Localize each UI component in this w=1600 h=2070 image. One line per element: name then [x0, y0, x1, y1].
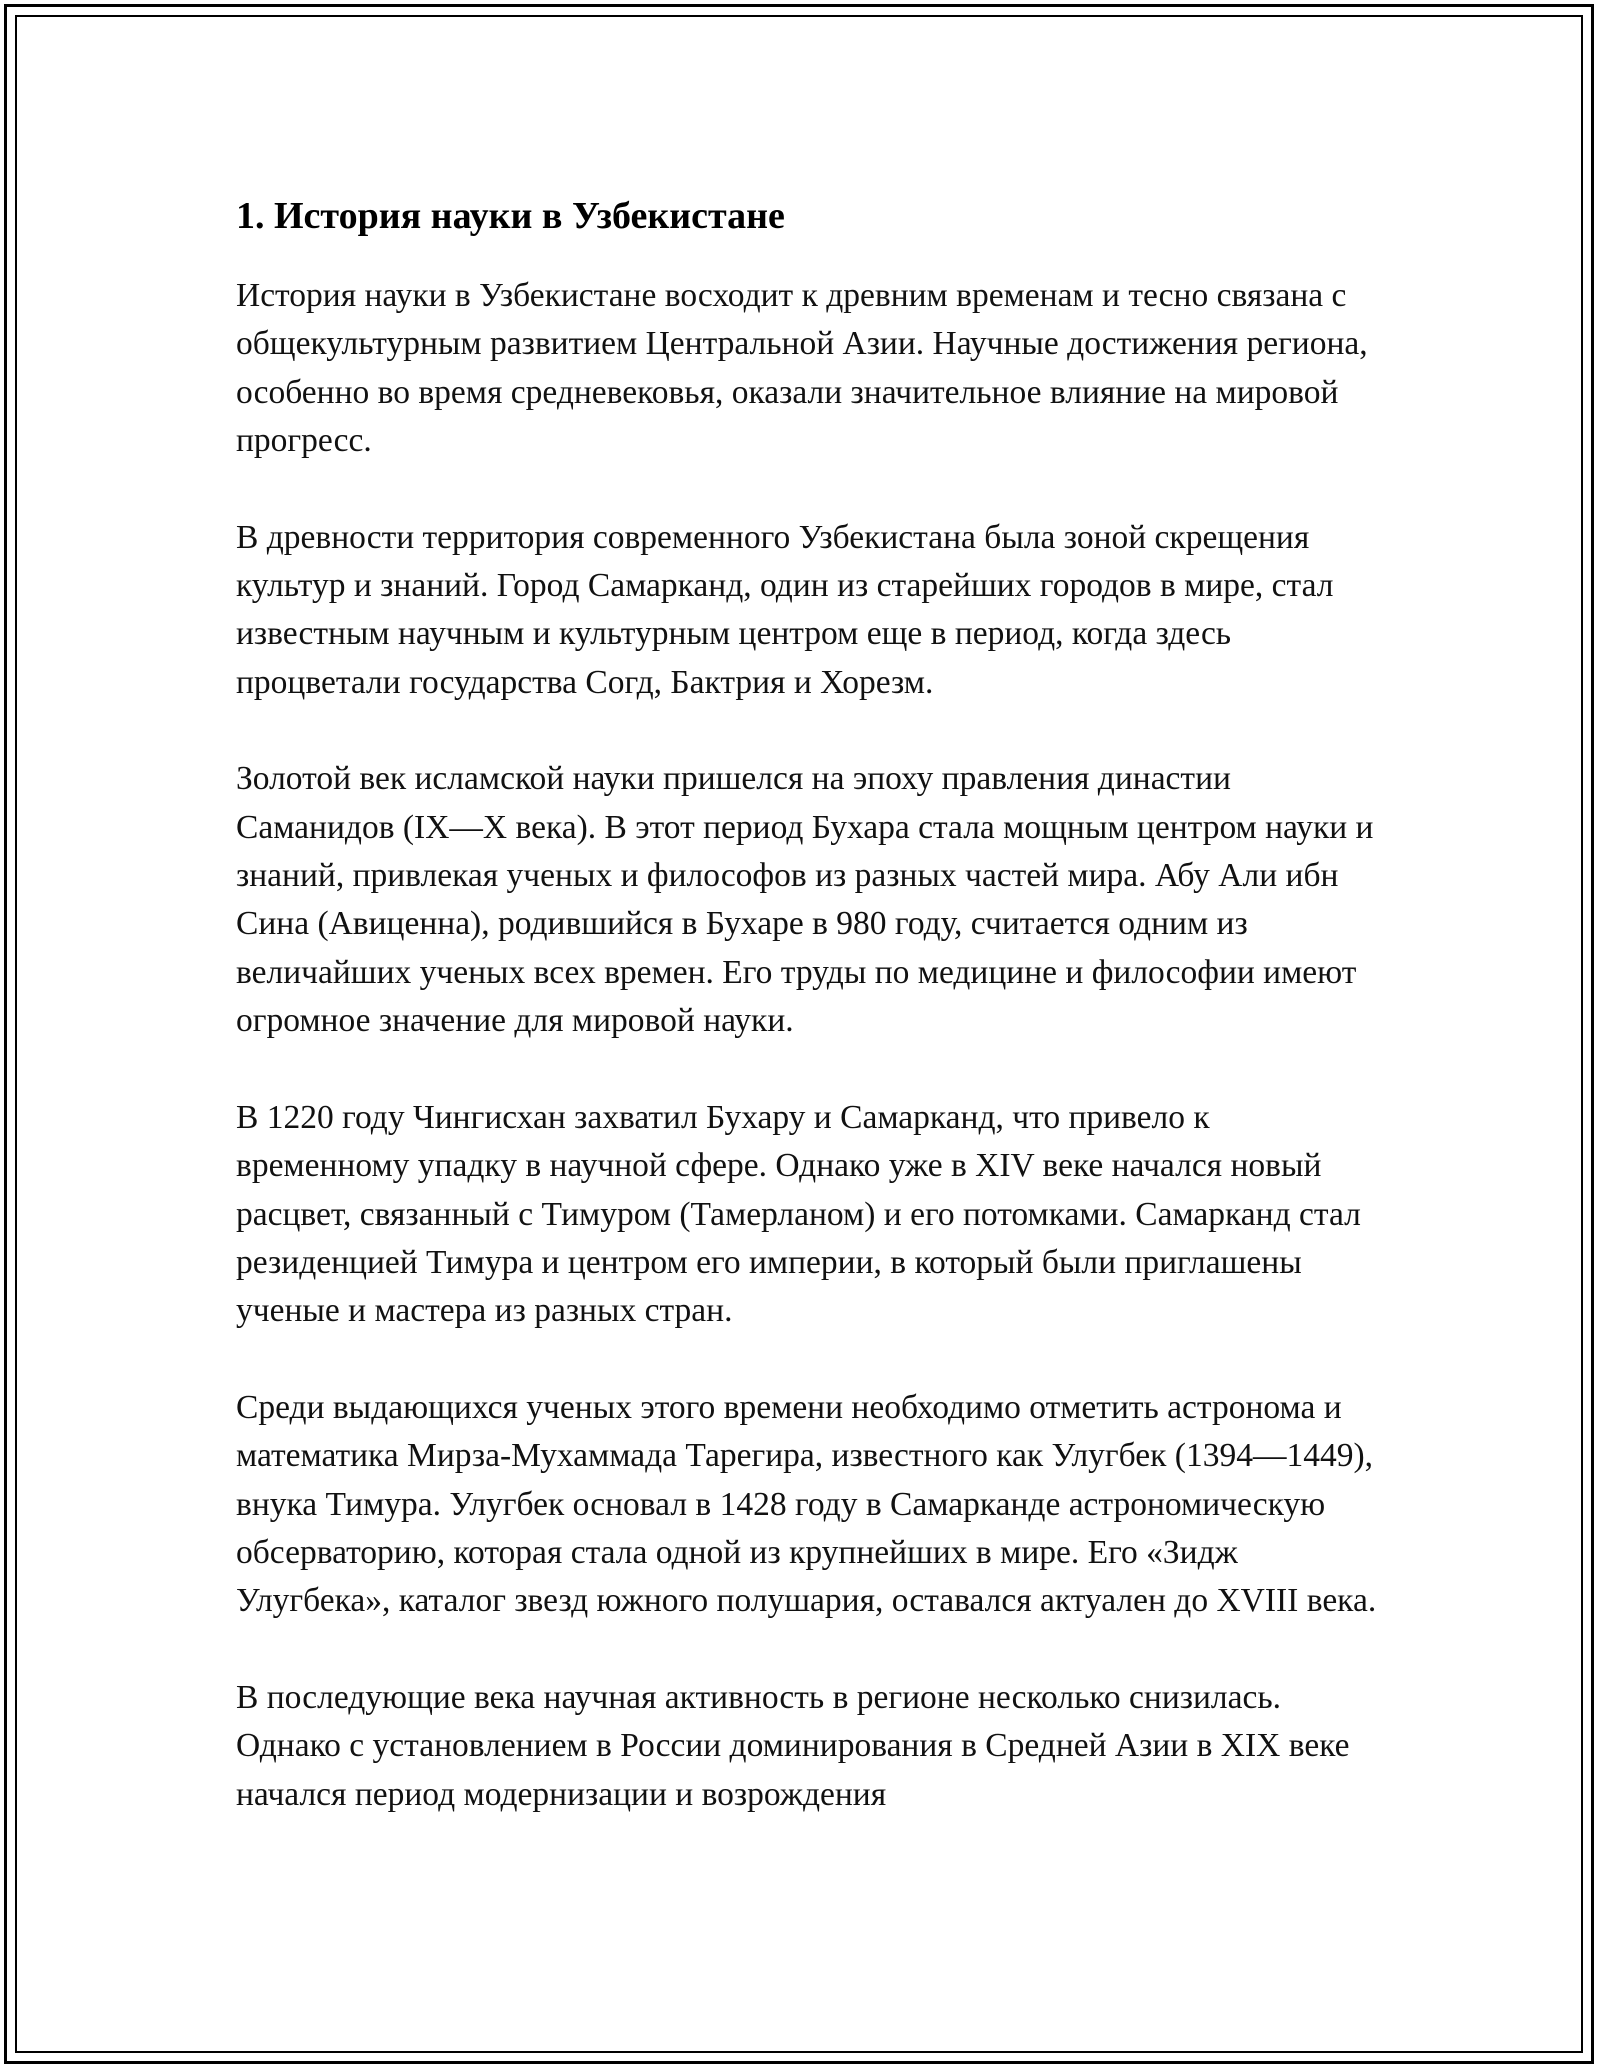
paragraph-golden-age: Золотой век исламской науки пришелся на эпоху правления династии Саманидов (IX—X века). В этот период Бухара стала мощным центром науки и знаний, привлекая ученых и философов из разных частей мира. Абу Али ибн Сина (Авиценна), родившийся в Бухаре в 980 году, считается одним из величайших ученых всех времен. Его труды по медицине и философии имеют огромное значение для мировой науки.: [236, 760, 1374, 1040]
paragraph-modern: В последующие века научная активность в регионе несколько снизилась. Однако с установлением в России доминирования в Средней Азии в XIX веке начался период модернизации и возрождения: [236, 1678, 1350, 1813]
paragraph-timurid: В 1220 году Чингисхан захватил Бухару и Самарканд, что привело к временному упадку в научной сфере. Однако уже в XIV веке начался новый расцвет, связанный с Тимуром (Тамерланом) и его потомками. Самарканд стал резиденцией Тимура и центром его империи, в который были приглашены ученые и мастера из разных стран.: [236, 1098, 1361, 1330]
paragraph-antiquity: В древности территория современного Узбекистана была зоной скрещения культур и знаний. Город Самарканд, один из старейших городов в мире, стал известным научным и культурным центром еще в период, когда здесь процветали государства Согд, Бактрия и Хорезм.: [236, 518, 1334, 701]
section-heading: 1. История науки в Узбекистане: [236, 195, 785, 237]
document-body: [236, 188, 1386, 1867]
paragraph-intro: История науки в Узбекистане восходит к древним временам и тесно связана с общекультурным развитием Центральной Азии. Научные достижения региона, особенно во время средневековья, оказали значительное влияние на мировой прогресс.: [236, 277, 1368, 460]
paragraph-ulugbek: Среди выдающихся ученых этого времени необходимо отметить астронома и математика Мирза-Мухаммада Тарегира, известного как Улугбек (1394—1449), внука Тимура. Улугбек основал в 1428 году в Самарканде астрономическую обсерваторию, которая стала одной из крупнейших в мире. Его «Зидж Улугбека», каталог звезд южного полушария, оставался актуален до XVIII века.: [236, 1388, 1377, 1620]
